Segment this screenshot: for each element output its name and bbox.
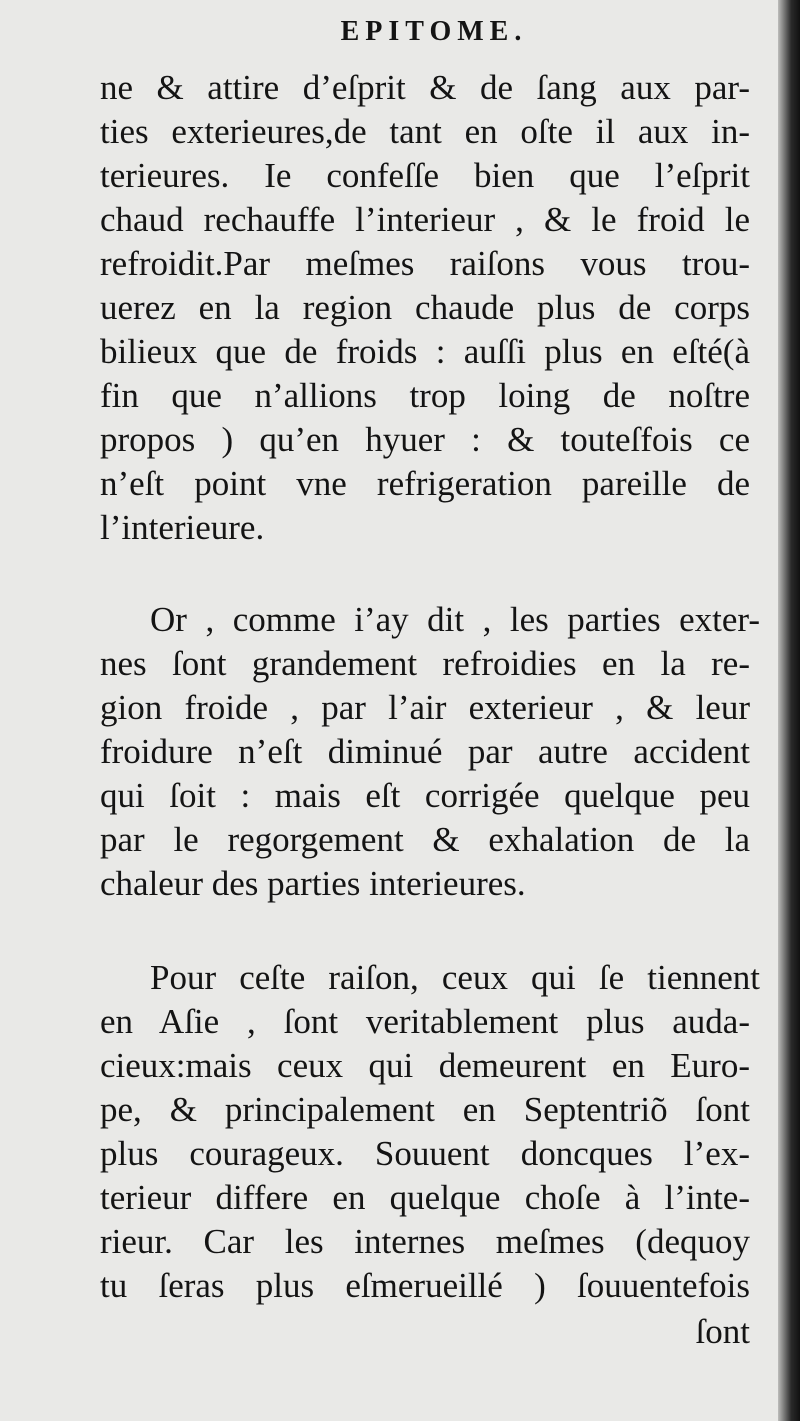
text-line: fin que n’allions trop loing de noſtre: [100, 376, 750, 415]
text-line: Or , comme i’ay dit , les parties exter-: [150, 600, 760, 639]
text-line: gion froide , par l’air exterieur , & leur: [100, 688, 750, 727]
text-line: plus courageux. Souuent doncques l’ex-: [100, 1134, 750, 1173]
page-edge-shadow: [778, 0, 800, 1421]
text-line: n’eſt point vne refrigeration pareille de: [100, 464, 750, 503]
text-line: nes ſont grandement refroidies en la re-: [100, 644, 750, 683]
text-line: par le regorgement & exhalation de la: [100, 820, 750, 859]
text-line: propos ) qu’en hyuer : & touteſfois ce: [100, 420, 750, 459]
text-line: cieux:mais ceux qui demeurent en Euro-: [100, 1046, 750, 1085]
text-line: ne & attire d’eſprit & de ſang aux par-: [100, 68, 750, 107]
text-line: l’interieure.: [100, 508, 265, 547]
text-line: en Aſie , ſont veritablement plus auda-: [100, 1002, 750, 1041]
text-line: uerez en la region chaude plus de corps: [100, 288, 750, 327]
running-head: EPITOME.: [340, 16, 528, 47]
text-line: qui ſoit : mais eſt corrigée quelque peu: [100, 776, 750, 815]
text-line: refroidit.Par meſmes raiſons vous trou-: [100, 244, 750, 283]
text-line: froidure n’eſt diminué par autre accident: [100, 732, 750, 771]
text-line: chaud rechauffe l’interieur , & le froid le: [100, 200, 750, 239]
catchword: ſont: [695, 1312, 750, 1351]
text-line: terieur differe en quelque choſe à l’inte-: [100, 1178, 750, 1217]
text-line: terieures. Ie confeſſe bien que l’eſprit: [100, 156, 750, 195]
text-line: chaleur des parties interieures.: [100, 864, 526, 903]
text-line: pe, & principalement en Septentriõ ſont: [100, 1090, 750, 1129]
text-line: tu ſeras plus eſmerueillé ) ſouuentefois: [100, 1266, 750, 1305]
text-line: ties exterieures,de tant en oſte il aux in-: [100, 112, 750, 151]
text-line: Pour ceſte raiſon, ceux qui ſe tiennent: [150, 958, 760, 997]
text-line: bilieux que de froids : auſſi plus en eſté(à: [100, 332, 750, 371]
text-line: rieur. Car les internes meſmes (dequoy: [100, 1222, 750, 1261]
